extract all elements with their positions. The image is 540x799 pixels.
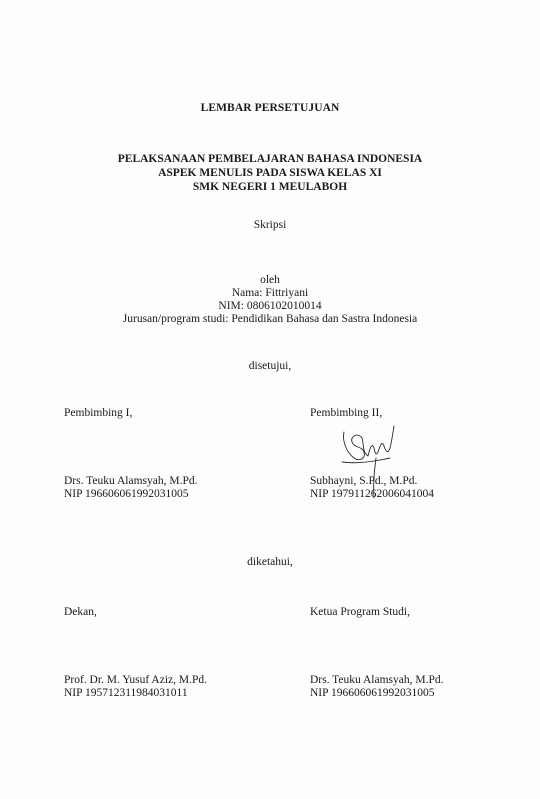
dean-nip: NIP 195712311984031011: [64, 687, 188, 699]
advisor-1-role: Pembimbing I,: [64, 407, 133, 419]
advisor-1-name: Drs. Teuku Alamsyah, M.Pd.: [64, 475, 198, 487]
advisor-2-role: Pembimbing II,: [310, 407, 383, 419]
title-line-1: PELAKSANAAN PEMBELAJARAN BAHASA INDONESIA: [117, 153, 423, 165]
advisor-1-nip: NIP 196606061992031005: [64, 488, 189, 500]
author-nim: NIM: 0806102010014: [218, 300, 322, 312]
dean-name: Prof. Dr. M. Yusuf Aziz, M.Pd.: [64, 674, 208, 686]
advisor-2-name: Subhayni, S.Pd., M.Pd.: [310, 475, 418, 487]
page-heading: LEMBAR PERSETUJUAN: [200, 102, 340, 114]
author-study-program: Jurusan/program studi: Pendidikan Bahasa dan Sastra Indonesia: [122, 313, 418, 325]
document-type: Skripsi: [253, 219, 287, 231]
title-line-2: ASPEK MENULIS PADA SISWA KELAS XI: [158, 167, 382, 179]
program-head-role: Ketua Program Studi,: [310, 606, 410, 618]
approved-label: disetujui,: [248, 360, 292, 372]
dean-role: Dekan,: [64, 606, 97, 618]
acknowledged-label: diketahui,: [247, 556, 293, 568]
author-name: Nama: Fittriyani: [231, 287, 309, 299]
advisor-2-nip: NIP 197911262006041004: [310, 488, 435, 500]
title-line-3: SMK NEGERI 1 MEULABOH: [192, 181, 348, 193]
program-head-nip: NIP 196606061992031005: [310, 687, 435, 699]
by-label: oleh: [260, 274, 280, 286]
program-head-name: Drs. Teuku Alamsyah, M.Pd.: [310, 674, 444, 686]
